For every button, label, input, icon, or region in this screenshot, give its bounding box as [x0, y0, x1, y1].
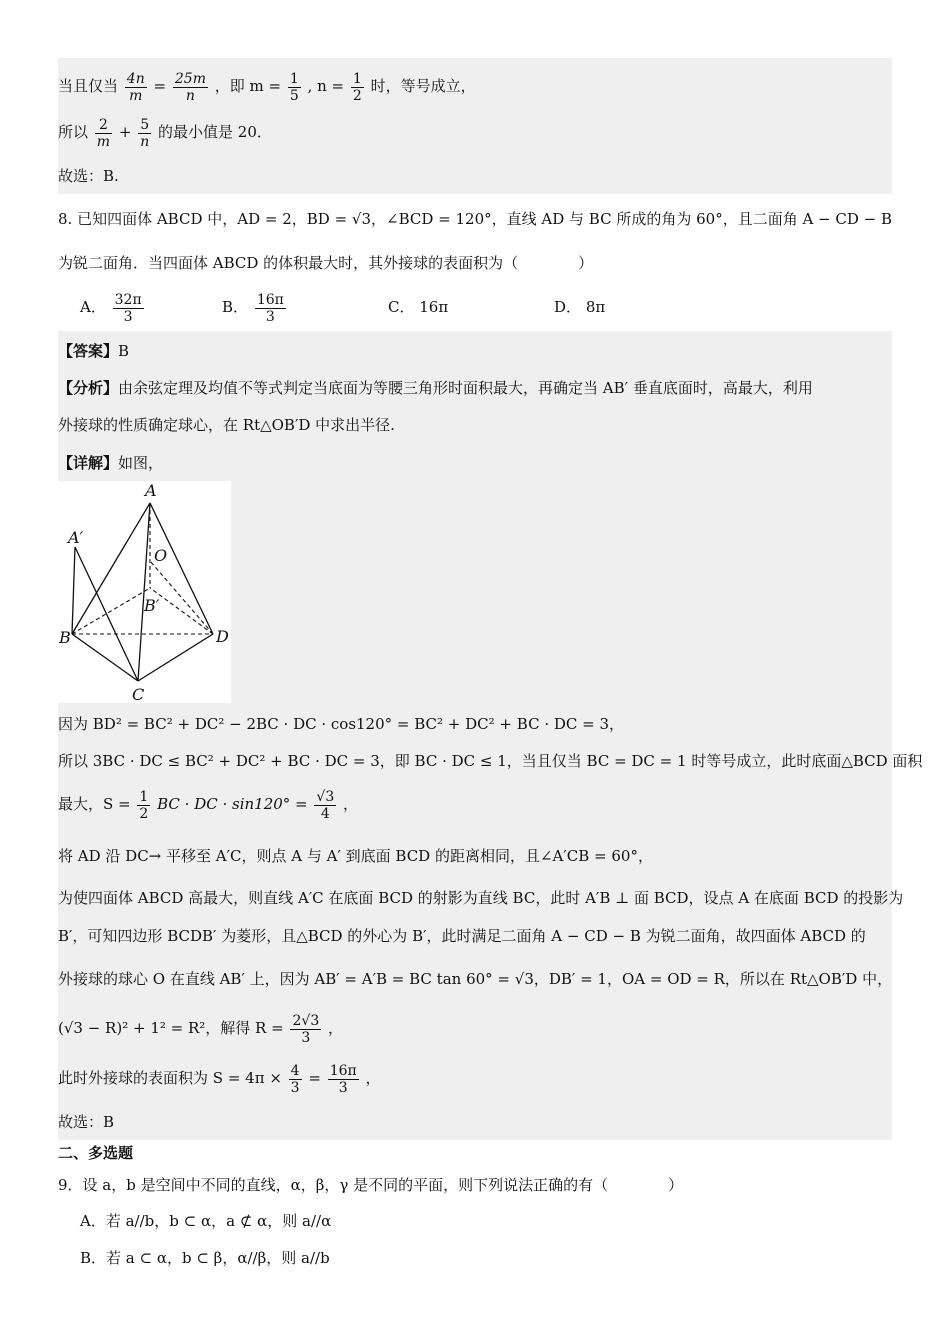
detail-tag: 【详解】 — [58, 454, 119, 472]
label-C: C — [132, 685, 145, 703]
fraction — [290, 1013, 321, 1046]
text: = — [153, 77, 167, 95]
frac-den: 3 — [290, 1079, 300, 1096]
frac-den: 3 — [123, 308, 133, 325]
detail-line — [58, 452, 163, 474]
prev-solution-line3: 故选：B. — [58, 167, 119, 185]
q8-stem-line1: 8. 已知四面体 ABCD 中，AD = 2，BD = √3，∠BCD = 120°，直线 AD 与 BC 所成的角为 60°，且二面角 A − CD − B — [58, 210, 893, 228]
frac-num: √3 — [316, 788, 335, 805]
prev-solution-line2 — [58, 112, 272, 152]
analysis-line2: 外接球的性质确定球心，在 Rt△OB′D 中求出半径. — [58, 416, 395, 434]
tetrahedron-figure — [58, 481, 231, 703]
label-D: D — [216, 627, 229, 646]
q8-option-c — [388, 296, 448, 318]
q9-option-b: B．若 a ⊂ α，b ⊂ β，α//β，则 a//b — [80, 1249, 330, 1267]
solution-line10: 故选：B — [58, 1113, 115, 1131]
tetrahedron-diagram — [58, 481, 231, 703]
frac-den: 3 — [301, 1029, 311, 1046]
q8-option-b — [222, 287, 288, 327]
q8-stem-line2: 为锐二面角．当四面体 ABCD 的体积最大时，其外接球的表面积为（ ） — [58, 254, 594, 272]
edge-AD — [150, 503, 213, 634]
text: 此时外接球的表面积为 S = 4π × — [58, 1069, 282, 1087]
frac-num: 32π — [114, 291, 142, 308]
solution-line9 — [58, 1056, 381, 1100]
fraction — [351, 71, 364, 104]
text: 当且仅当 — [58, 77, 119, 95]
frac-den: m — [129, 87, 143, 104]
frac-num: 1 — [289, 70, 299, 87]
text: 所以 — [58, 123, 89, 141]
solution-line4: 将 AD 沿 DC→ 平移至 A′C，则点 A 与 A′ 到底面 BCD 的距离相同，且∠A′CB = 60°， — [58, 847, 653, 865]
text: 时，等号成立， — [370, 77, 476, 95]
answer-line — [58, 340, 129, 362]
frac-den: 3 — [338, 1079, 348, 1096]
analysis-line1 — [58, 377, 813, 399]
option-text: 16π — [419, 298, 449, 316]
q9-stem: 9．设 a，b 是空间中不同的直线，α，β，γ 是不同的平面，则下列说法正确的有（ ） — [58, 1176, 684, 1194]
edge-DC — [138, 634, 213, 681]
solution-line5: 为使四面体 ABCD 高最大，则直线 A′C 在底面 BCD 的射影为直线 BC，此时 A′B ⊥ 面 BCD，设点 A 在底面 BCD 的投影为 — [58, 889, 904, 907]
frac-den: 4 — [320, 805, 330, 822]
edge-AB — [72, 503, 150, 634]
option-label: A． — [80, 298, 106, 316]
edge-DO-hidden — [150, 561, 213, 634]
frac-num: 4n — [126, 70, 145, 87]
label-O: O — [154, 546, 168, 565]
text: + — [118, 123, 132, 141]
text: ，即 m = — [214, 77, 282, 95]
fraction — [328, 1063, 359, 1096]
edge-AC — [138, 503, 150, 681]
edge-BB'-hidden — [72, 588, 150, 634]
label-B: B — [59, 628, 71, 647]
frac-num: 1 — [352, 70, 362, 87]
fraction — [289, 1063, 302, 1096]
edge-DB'-hidden — [150, 588, 213, 634]
label-A-prime: A′ — [68, 528, 84, 547]
option-label: D． — [554, 298, 582, 316]
section-title: 二、多选题 — [58, 1144, 134, 1162]
fraction — [138, 117, 151, 150]
solution-line8 — [58, 1006, 343, 1050]
solution-line6: B′，可知四边形 BCDB′ 为菱形，且△BCD 的外心为 B′，此时满足二面角 A − CD − B 为锐二面角，故四面体 ABCD 的 — [58, 927, 866, 945]
frac-den: m — [96, 133, 111, 150]
frac-num: 2 — [95, 117, 112, 134]
frac-num: 2√3 — [292, 1012, 320, 1029]
text: ， — [365, 1069, 381, 1087]
answer-tag: 【答案】 — [58, 342, 119, 360]
fraction — [137, 789, 150, 822]
q9-option-a: A．若 a//b，b ⊂ α，a ⊄ α，则 a//α — [80, 1212, 332, 1230]
text: = — [308, 1069, 321, 1087]
solution-line7: 外接球的球心 O 在直线 AB′ 上，因为 AB′ = A′B = BC tan 60° = √3，DB′ = 1，OA = OD = R，所以在 Rt△OB′D 中， — [58, 970, 893, 988]
frac-num: 16π — [256, 291, 284, 308]
fraction — [314, 789, 336, 822]
text: BC · DC · sin120° = — [157, 795, 308, 813]
frac-den: 2 — [352, 87, 362, 104]
fraction — [95, 117, 112, 150]
frac-den: n — [185, 87, 195, 104]
label-A: A — [145, 481, 157, 500]
frac-num: 1 — [139, 788, 149, 805]
solution-line1: 因为 BD² = BC² + DC² − 2BC · DC · cos120° = BC² + DC² + BC · DC = 3， — [58, 715, 625, 733]
frac-num: 5 — [138, 117, 151, 134]
option-label: B． — [222, 298, 249, 316]
text: , n = — [307, 77, 345, 95]
edge-BC — [72, 634, 138, 681]
analysis-tag: 【分析】 — [58, 379, 119, 397]
prev-solution-line1 — [58, 66, 476, 106]
analysis-text: 由余弦定理及均值不等式判定当底面为等腰三角形时面积最大，再确定当 AB′ 垂直底面时，高最大，利用 — [118, 379, 813, 397]
fraction — [113, 292, 144, 325]
frac-num: 25m — [174, 70, 206, 87]
q8-option-a — [80, 287, 146, 327]
fraction — [288, 71, 301, 104]
fraction — [255, 292, 286, 325]
frac-den: 2 — [139, 805, 149, 822]
text: 最大，S = — [58, 795, 131, 813]
fraction — [173, 71, 208, 104]
text: ， — [343, 795, 359, 813]
frac-num: 16π — [329, 1062, 357, 1079]
edge-A'B — [72, 547, 75, 634]
text: ， — [328, 1019, 344, 1037]
text: 的最小值是 20． — [158, 123, 272, 141]
option-text: 8π — [585, 298, 606, 316]
frac-den: 3 — [265, 308, 275, 325]
solution-line3 — [58, 782, 358, 826]
q8-option-d — [554, 296, 605, 318]
solution-line2: 所以 3BC · DC ≤ BC² + DC² + BC · DC = 3，即 BC · DC ≤ 1，当且仅当 BC = DC = 1 时等号成立，此时底面△BCD 面积 — [58, 752, 923, 770]
fraction — [125, 71, 147, 104]
answer-value: B — [118, 342, 130, 360]
text: (√3 − R)² + 1² = R²，解得 R = — [58, 1019, 284, 1037]
option-label: C． — [388, 298, 415, 316]
frac-den: n — [140, 133, 150, 150]
frac-num: 4 — [290, 1062, 300, 1079]
detail-text: 如图， — [118, 454, 164, 472]
frac-den: 5 — [289, 87, 299, 104]
label-B-prime: B′ — [144, 596, 160, 615]
